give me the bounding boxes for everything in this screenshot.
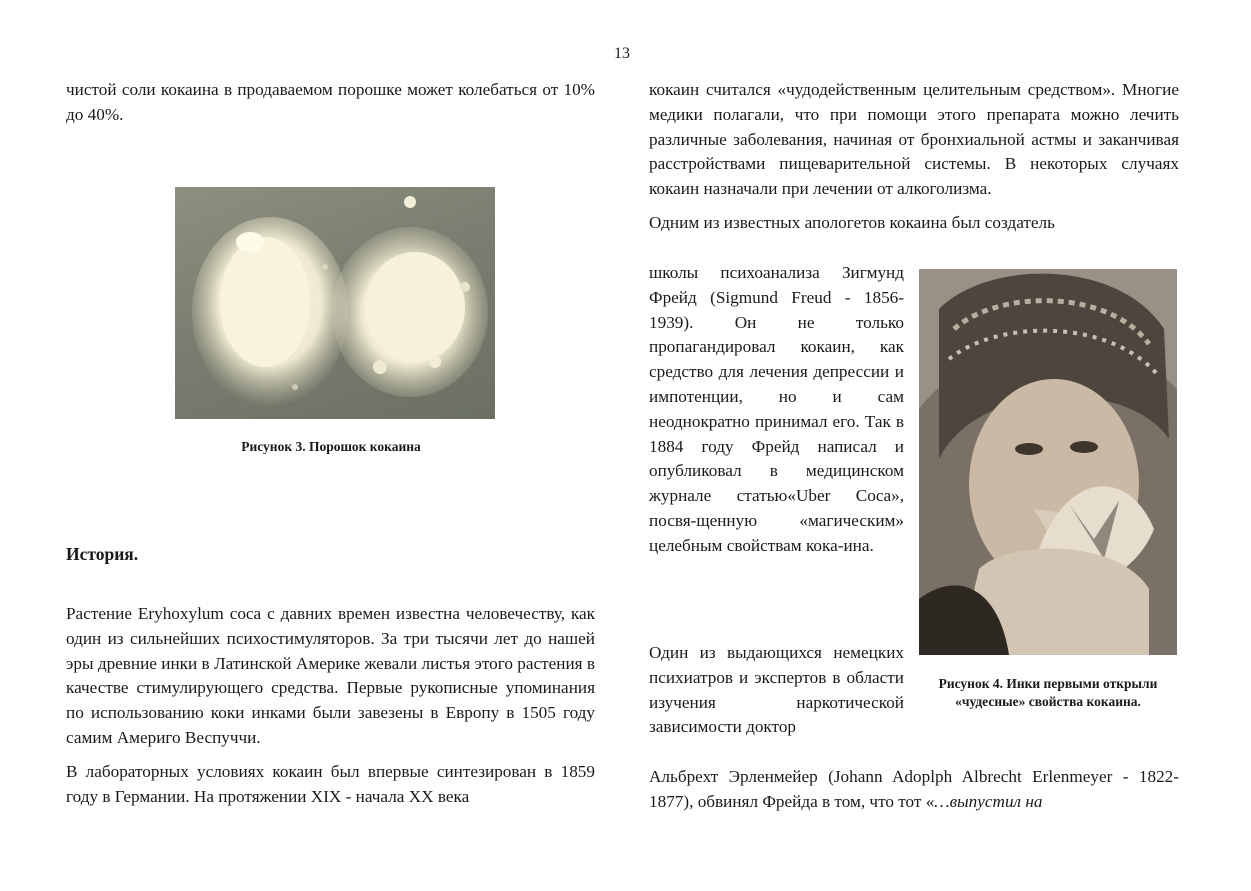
erlenmeyer-paragraph-wrap: [649, 641, 904, 740]
figure4-caption: Рисунок 4. Инки первыми открыли «чудесные» свойства кокаина.: [938, 676, 1158, 709]
left-column-intro: [66, 78, 595, 128]
freud-paragraph-body: школы психоанализа Зигмунд Фрейд (Sigmund Freud - 1856-1939). Он не только пропагандировал кокаин, как средство для лечения депрессии и импотенции, но и сам неоднократно принимал его. Так в 1884 году Фрейд написал и опубликовал в медицинском журнале статью«Uber Coca», посвя-щенную «магическим» целебным свойствам кока-ина.: [649, 263, 904, 555]
page-number: 13: [614, 45, 630, 62]
erlenmeyer-tail-italic: …выпустил на: [934, 791, 1043, 811]
figure-inca-photo: [919, 269, 1177, 655]
freud-paragraph-wrap: [649, 261, 904, 559]
intro-paragraph: чистой соли кокаина в продаваемом порошке может колебаться от 10% до 40%.: [66, 80, 595, 124]
history-paragraph-2: В лабораторных условиях кокаин был впервые синтезирован в 1859 году в Германии. На протяжении XIX - начала XX века: [66, 761, 595, 806]
freud-paragraph-lead: Одним из известных апологетов кокаина был создатель: [649, 212, 1055, 232]
figure-cocaine-powder-photo: [175, 187, 495, 419]
erlenmeyer-tail-regular: Альбрехт Эрленмейер (Johann Adoplph Albrecht Erlenmeyer - 1822-1877), обвинял Фрейда в том, что тот «: [649, 767, 1179, 811]
cocaine-powder-image: [175, 187, 495, 419]
erlenmeyer-tail-text: [649, 765, 1179, 815]
inca-chewing-leaves-image: [919, 269, 1177, 655]
right-column-top: [649, 78, 1179, 236]
history-text: [66, 602, 595, 809]
erlenmeyer-paragraph-tail: [649, 765, 1179, 815]
right-paragraph-1: кокаин считался «чудодейственным целительным средством». Многие медики полагали, что при помощи этого препарата можно лечить различные заболевания, начиная от бронхиальной астмы и заканчивая расстройствами пищеварительной системы. В некоторых случаях кокаин назначали при лечении от алкоголизма.: [649, 80, 1179, 199]
figure3-caption: Рисунок 3. Порошок кокаина: [241, 439, 421, 454]
section-heading: История.: [66, 544, 139, 564]
history-paragraph-1: Растение Eryhoxylum coca с давних времен известна человечеству, как один из сильнейших психостимуляторов. За три тысячи лет до нашей эры древние инки в Латинской Америке жевали листья этого растения в качестве стимулирующего средства. Первые рукописные упоминания по использованию коки инками были завезены в Европу в 1505 году самим Америго Веспуччи.: [66, 604, 595, 747]
erlenmeyer-paragraph-body: Один из выдающихся немецких психиатров и экспертов в области изучения наркотической зависимости доктор: [649, 643, 904, 737]
